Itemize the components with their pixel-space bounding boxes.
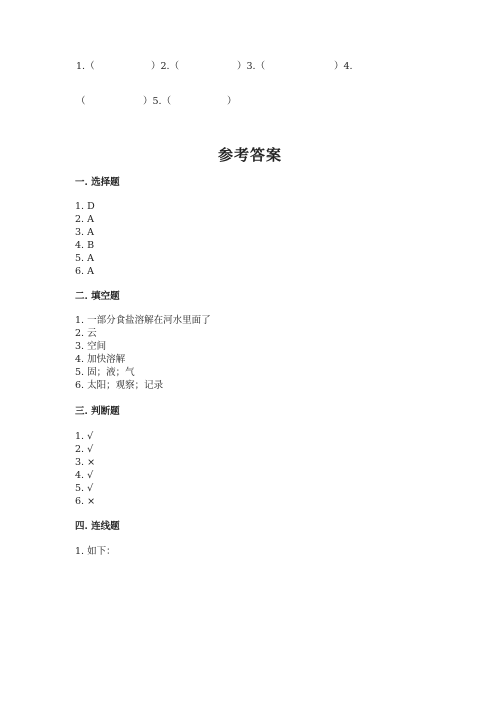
answer-item: 6. × xyxy=(75,496,96,507)
section-heading-match: 四. 连线题 xyxy=(75,521,120,532)
answer-item: 1. √ xyxy=(75,431,94,442)
blank-segment: 1.（ xyxy=(76,61,95,72)
answer-item: 3. × xyxy=(75,457,96,468)
answer-item: 4. 加快溶解 xyxy=(75,354,126,365)
answer-item: 6. A xyxy=(75,266,94,277)
answer-item: 1. 如下： xyxy=(75,546,116,557)
answer-item: 4. √ xyxy=(75,470,94,481)
answer-item: 1. D xyxy=(75,201,95,212)
answer-item: 6. 太阳；观察；记录 xyxy=(75,380,164,391)
section-heading-judge: 三. 判断题 xyxy=(75,406,120,417)
section-heading-choice: 一. 选择题 xyxy=(75,177,120,188)
answer-item: 4. B xyxy=(75,240,95,251)
blank-segment: ）4. xyxy=(334,61,353,72)
blank-segment: （ xyxy=(76,96,86,107)
answer-item: 3. A xyxy=(75,227,94,238)
page-title: 参考答案 xyxy=(217,146,282,164)
blank-segment: ）2.（ xyxy=(151,61,180,72)
answer-item: 2. 云 xyxy=(75,328,97,339)
blank-row-1 xyxy=(0,61,500,73)
blank-segment: ） xyxy=(227,96,237,107)
blank-segment: ）3.（ xyxy=(237,61,266,72)
answer-item: 5. √ xyxy=(75,483,94,494)
answer-item: 5. A xyxy=(75,253,94,264)
answer-item: 5. 固；液；气 xyxy=(75,367,135,378)
blank-row-2 xyxy=(0,96,500,108)
answer-item: 2. A xyxy=(75,214,94,225)
blank-segment: ）5.（ xyxy=(143,96,172,107)
answer-item: 2. √ xyxy=(75,444,94,455)
answer-item: 3. 空间 xyxy=(75,341,107,352)
answer-item: 1. 一部分食盐溶解在河水里面了 xyxy=(75,315,211,326)
section-heading-fill: 二. 填空题 xyxy=(75,291,120,302)
